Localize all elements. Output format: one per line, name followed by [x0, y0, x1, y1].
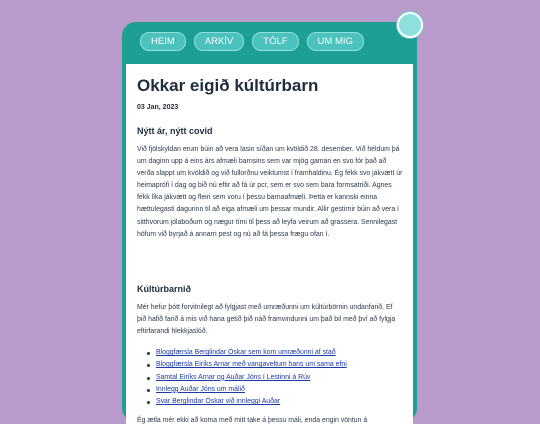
section-heading-culture-child: Kúltúrbarnið: [137, 284, 191, 294]
link-list: [150, 347, 400, 408]
link-item[interactable]: Innlegg Auðar Jóns um málið: [150, 384, 400, 396]
link-item[interactable]: Svar Berglindar Óskar við innleggi Auðar: [150, 396, 400, 408]
decorative-circle: [397, 12, 423, 38]
link-item[interactable]: Bloggfærsla Eiríks Arnar með vangaveltum hans um sama efni: [150, 359, 400, 371]
post-date: 03 Jan, 2023: [137, 104, 179, 111]
section-text-culture-child: Mér hefur þótt forvitnilegt að fylgjast með umræðunni um kúltúrbörnin undanfarið. Ef þið hafið farið á mis við hana getið þið náð framvindunni um það bil með því að fylgja eftirfarandi hlekkjaslóð.: [137, 304, 396, 336]
section-text-new-year: Við fjölskyldan erum búin að vera lasin síðan um kvöldið 28. desember. Við héldum þá um daginn upp á eins árs afmæli barnsins sem var mjög gaman en svo fór það að verða slappt um kvöldið og við fullorðnu veiktumst í framhaldinu. Ég fékk svo jákvætt úr heimaprófi í dag og bið nú eftir að fá úr pcr, sem er svo sem bara formsatriði. Agnes fékk líka jákvætt og fleiri sem voru í þessu barnaafmæli. Þetta er kannski einna hættulegasti dagurinn til að eiga afmæli um þessar mundir. Allir gestirnir búin að vera í sitthvorum jólaboðum og nægur tími til þess að leyfa veirum að grassera. Sennilegast höfum við byrjað á annarri pest og nú að fá þessa frægu ofan í.: [137, 146, 403, 238]
section-text-continued: Ég ætla mér ekki að koma með mitt take á þessu máli, enda engin vöntun á: [137, 417, 368, 424]
blog-window: [122, 22, 417, 422]
nav-about[interactable]: UM MIG: [307, 32, 364, 51]
post-title: Okkar eigið kúltúrbarn: [137, 76, 319, 95]
section-heading-new-year: Nýtt ár, nýtt covid: [137, 126, 213, 136]
link-item[interactable]: Samtal Eiríks Arnar og Auðar Jóns í Lestinni á Rúv: [150, 372, 400, 384]
nav-home[interactable]: HEIM: [140, 32, 186, 51]
top-nav: [122, 32, 417, 51]
nav-archive[interactable]: ARKÍV: [194, 32, 245, 51]
link-item[interactable]: Bloggfærsla Berglindar Óskar sem kom umræðunni af stað: [150, 347, 400, 359]
nav-twelve[interactable]: TÓLF: [252, 32, 298, 51]
post-content: [126, 64, 413, 424]
